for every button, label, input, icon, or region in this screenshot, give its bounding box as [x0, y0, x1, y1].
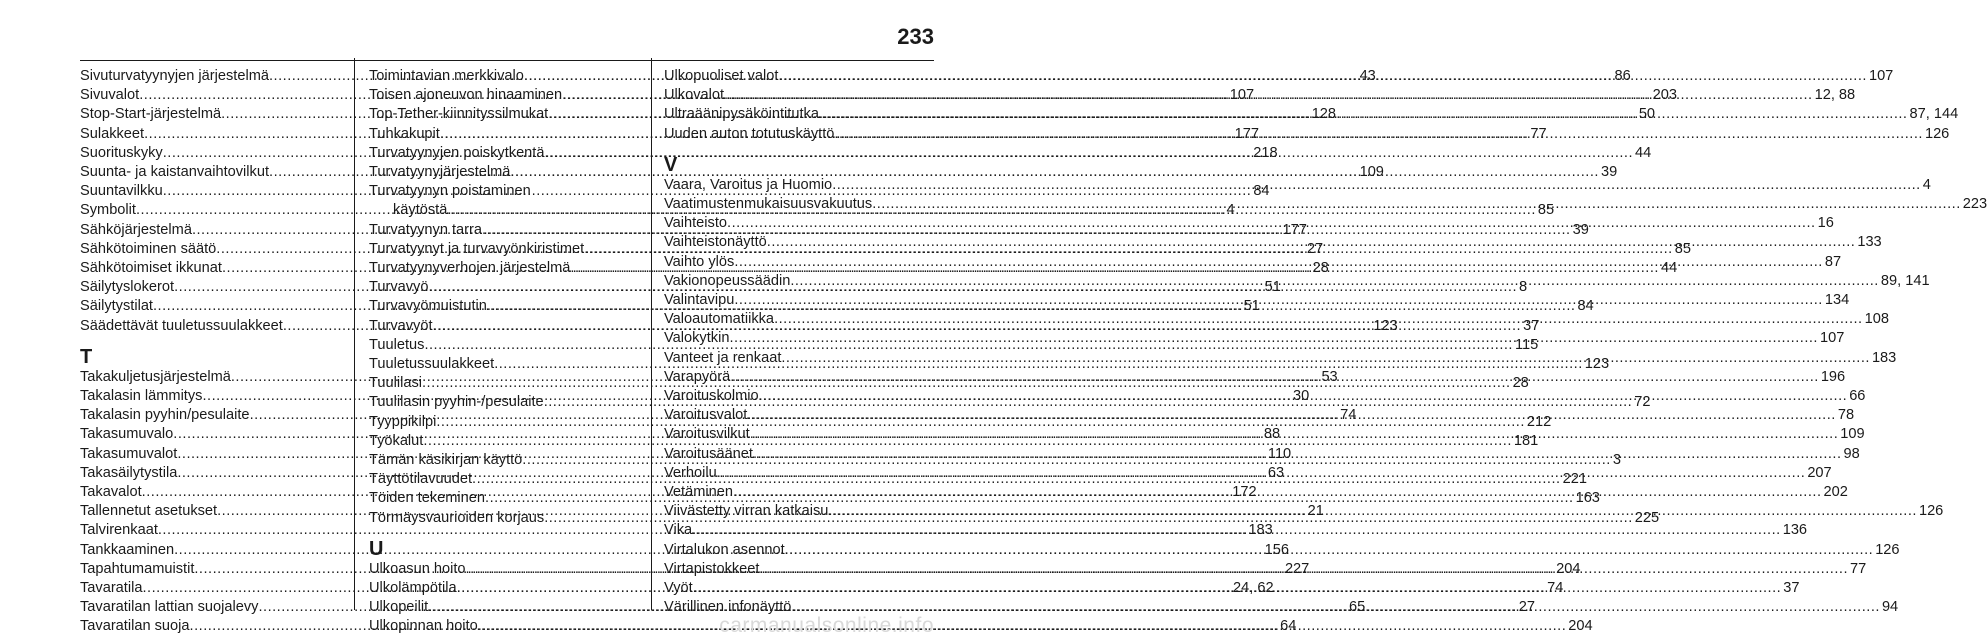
- index-term: Talvirenkaat: [80, 522, 158, 539]
- index-page-ref: 156: [1264, 541, 1290, 558]
- index-page-ref: 39: [1572, 221, 1589, 238]
- dot-leader: [692, 521, 1781, 540]
- index-term: Takavalot: [80, 484, 142, 501]
- index-page-ref: 177: [1282, 221, 1307, 238]
- index-term: Tuuletussuulakkeet: [369, 356, 495, 373]
- index-page-ref: 207: [1807, 464, 1832, 481]
- index-page-ref: 123: [1373, 317, 1398, 334]
- index-term: Stop-Start-järjestelmä: [80, 106, 222, 123]
- index-page-ref: 66: [1849, 388, 1866, 405]
- index-term: Takalasin lämmitys: [80, 388, 203, 405]
- index-page-ref: 72: [1634, 394, 1651, 411]
- index-term: Tavaratila: [80, 580, 143, 597]
- index-page-ref: 98: [1843, 445, 1860, 462]
- index-page-ref: 4: [1226, 202, 1235, 219]
- index-term: Varoitusvilkut: [664, 426, 750, 443]
- index-page-ref: 3: [1612, 452, 1621, 469]
- index-page-ref: 203: [1652, 87, 1678, 104]
- index-term: Top-Tether-kiinnityssilmukat: [369, 106, 549, 123]
- index-term: Turvatyynyjen poiskytkentä: [369, 144, 545, 161]
- index-term: Takasumuvalo: [80, 426, 174, 443]
- index-term: Vaatimustenmukaisuusvakuutus: [664, 196, 873, 213]
- index-term: Värillinen infonäyttö: [664, 599, 792, 616]
- index-term: Sähköjärjestelmä: [80, 221, 192, 238]
- index-term: Vaara, Varoitus ja Huomio: [664, 176, 833, 193]
- index-page-ref: 107: [1229, 87, 1255, 104]
- index-term: Ulkopinnan hoito: [369, 618, 478, 635]
- page-number: 233: [897, 24, 934, 49]
- index-page-ref: 109: [1359, 164, 1384, 181]
- section-letter: U: [369, 537, 384, 560]
- index-term: Valintavipu: [664, 292, 735, 309]
- index-page-ref: 78: [1837, 407, 1855, 424]
- index-term: Verhoilu: [664, 464, 717, 481]
- dot-leader: [729, 329, 1818, 348]
- index-term: Toimintavian merkkivalo: [369, 68, 524, 84]
- index-term: Valokytkin: [664, 330, 730, 347]
- index-term: Törmäysvaurioiden korjaus: [369, 509, 545, 526]
- index-page-ref: 196: [1820, 368, 1846, 385]
- index-term: Takakuljetusjärjestelmä: [80, 368, 231, 385]
- index-term: Tuulilasi: [369, 375, 422, 392]
- index-term: Valoautomatiikka: [664, 311, 775, 328]
- section-letter: T: [80, 345, 93, 368]
- index-page-ref: 65: [1349, 599, 1366, 616]
- dot-leader: [753, 445, 1842, 464]
- index-page-ref: 77: [1850, 560, 1867, 577]
- index-page-ref: 87, 144: [1909, 106, 1959, 123]
- index-term: Säilytystilat: [80, 298, 153, 315]
- index-page-ref: 27: [1306, 240, 1324, 257]
- index-page-ref: 94: [1881, 599, 1899, 616]
- index-term: Ulkopeilit: [369, 599, 429, 616]
- dot-leader: [730, 368, 1819, 387]
- index-term: Sulakkeet: [80, 125, 145, 142]
- index-page-ref: 51: [1243, 298, 1260, 315]
- dot-leader: [734, 291, 1823, 310]
- index-page-ref: 16: [1817, 215, 1834, 232]
- dot-leader: [727, 214, 1816, 233]
- dot-leader: [717, 464, 1806, 483]
- index-page-ref: 64: [1280, 618, 1297, 635]
- dot-leader: [828, 502, 1917, 521]
- index-term: Suuntavilkku: [80, 183, 163, 200]
- index-term: Ulkopuoliset valot: [664, 68, 779, 84]
- index-page-ref: 126: [1875, 541, 1900, 558]
- index-page-ref: 218: [1253, 144, 1278, 161]
- dot-leader: [781, 349, 1870, 368]
- index-term: Vanteet ja renkaat: [664, 349, 782, 366]
- index-page-ref: 109: [1840, 426, 1865, 443]
- index-term: Turvatyynyverhojen järjestelmä: [369, 260, 571, 277]
- index-page-ref: 108: [1864, 311, 1889, 328]
- index-term: Sähkötoiminen säätö: [80, 240, 217, 257]
- index-term: Tämän käsikirjan käyttö: [369, 452, 523, 469]
- index-term: Töiden tekeminen: [369, 490, 486, 507]
- index-term: Turvatyynyn tarra: [369, 221, 483, 238]
- index-page-ref: 86: [1614, 68, 1631, 84]
- index-page-ref: 177: [1234, 125, 1260, 142]
- dot-leader: [872, 195, 1961, 214]
- index-page-ref: 128: [1311, 106, 1337, 123]
- index-page-ref: 204: [1568, 618, 1593, 635]
- dot-leader: [734, 253, 1823, 272]
- dot-leader: [750, 425, 1839, 444]
- index-page-ref: 39: [1600, 164, 1618, 181]
- index-page-ref: 24, 62: [1233, 580, 1274, 597]
- column-divider: [651, 58, 652, 610]
- index-page-ref: 202: [1823, 484, 1848, 501]
- index-term: Säilytyslokerot: [80, 279, 175, 296]
- index-term: Varoituskolmio: [664, 388, 759, 405]
- index-term: Varoitusvalot: [664, 407, 748, 424]
- index-term: Vakionopeussäädin: [664, 272, 791, 289]
- index-page-ref: 87: [1824, 253, 1842, 270]
- dot-leader: [759, 560, 1848, 579]
- index-page-ref: 51: [1264, 279, 1281, 296]
- index-term: Tapahtumamuistit: [80, 560, 195, 577]
- index-page-ref: 84: [1577, 298, 1594, 315]
- index-page-ref: 225: [1634, 509, 1660, 526]
- index-page-ref: 44: [1660, 260, 1678, 277]
- index-term: Säädettävät tuuletussuulakkeet: [80, 317, 283, 334]
- index-term: Turvatyynyjärjestelmä: [369, 164, 511, 181]
- index-page-ref: 183: [1871, 349, 1897, 366]
- index-page-ref: 8: [1519, 279, 1528, 296]
- index-page-ref: 50: [1638, 106, 1656, 123]
- index-term: Sivuvalot: [80, 87, 140, 104]
- index-term: Suunta- ja kaistanvaihtovilkut: [80, 164, 270, 181]
- index-term: Sähkötoimiset ikkunat: [80, 260, 222, 277]
- index-term: Vetäminen: [664, 484, 733, 501]
- index-page-ref: 85: [1537, 202, 1555, 219]
- index-page-ref: 133: [1857, 234, 1882, 251]
- index-term: Varapyörä: [664, 368, 731, 385]
- column-divider: [354, 58, 355, 610]
- index-term: Vaihto ylös: [664, 253, 735, 270]
- index-page-ref: 12, 88: [1814, 87, 1856, 104]
- index-page-ref: 204: [1556, 560, 1581, 577]
- watermark: carmanualsonline.info: [719, 614, 934, 637]
- dot-leader: [767, 233, 1856, 252]
- index-term: Uuden auton totutuskäyttö: [664, 125, 835, 142]
- index-page-ref: 44: [1635, 144, 1652, 161]
- index-term: Viivästetty virran katkaisu: [664, 503, 829, 520]
- index-page-ref: 37: [1783, 580, 1800, 597]
- index-entry-heading: Turvatyynyn poistaminen: [369, 183, 531, 200]
- dot-leader: [819, 105, 1908, 124]
- index-page-ref: 223: [1962, 196, 1987, 213]
- index-term: Vika: [664, 522, 693, 539]
- index-term: Takasäilytystila: [80, 464, 178, 481]
- index-term: Toisen ajoneuvon hinaaminen: [369, 87, 563, 104]
- dot-leader: [693, 579, 1782, 598]
- index-page-ref: 115: [1515, 336, 1539, 353]
- index-term: Sivuturvatyynyjen järjestelmä: [80, 68, 269, 84]
- index-page-ref: 37: [1523, 317, 1540, 334]
- dot-leader: [774, 310, 1863, 329]
- index-term: Takalasin pyyhin/pesulaite: [80, 407, 250, 424]
- dot-leader: [733, 483, 1822, 502]
- dot-leader: [791, 598, 1880, 617]
- index-term: käytöstä: [393, 202, 448, 219]
- index-page-ref: 163: [1575, 490, 1600, 507]
- index-term: Virtapistokkeet: [664, 560, 760, 577]
- index-page-ref: 110: [1267, 445, 1292, 462]
- dot-leader: [724, 86, 1813, 105]
- index-term: Takasumuvalot: [80, 445, 178, 462]
- index-page-ref: 77: [1530, 125, 1547, 142]
- index-page-ref: 43: [1359, 68, 1376, 84]
- index-page-ref: 134: [1824, 292, 1850, 309]
- dot-leader: [478, 617, 1567, 636]
- index-page-ref: 30: [1293, 388, 1310, 405]
- index-page-ref: 85: [1674, 240, 1691, 257]
- index-page-ref: 181: [1513, 432, 1539, 449]
- index-page-ref: 221: [1562, 471, 1587, 488]
- index-term: Tavaratilan lattian suojalevy: [80, 599, 259, 616]
- dot-leader: [790, 272, 1879, 291]
- index-page-ref: 136: [1782, 522, 1808, 539]
- dot-leader: [834, 125, 1923, 144]
- index-term: Työkalut: [369, 432, 424, 449]
- index-term: Vaihteistonäyttö: [664, 234, 767, 251]
- index-page-ref: 63: [1267, 464, 1285, 481]
- index-page-ref: 227: [1284, 560, 1310, 577]
- index-page-ref: 4: [1922, 176, 1931, 193]
- index-term: Vyöt: [664, 580, 693, 597]
- index-term: Turvavyö: [369, 279, 429, 296]
- section-letter: V: [664, 153, 678, 176]
- index-page-ref: 27: [1518, 599, 1536, 616]
- index-term: Tavaratilan suoja: [80, 618, 190, 635]
- index-page-ref: 212: [1526, 413, 1552, 430]
- index-term: Suorituskyky: [80, 144, 163, 161]
- index-term: Ulkovalot: [664, 87, 725, 104]
- index-page-ref: 28: [1512, 375, 1529, 392]
- index-page-ref: 53: [1321, 368, 1338, 385]
- index-term: Tuuletus: [369, 336, 425, 353]
- index-term: Turvavyömuistutin: [369, 298, 487, 315]
- index-term: Tuulilasin pyyhin-/pesulaite: [369, 394, 544, 411]
- index-term: Varoitusäänet: [664, 445, 753, 462]
- index-term: Virtalukon asennot: [664, 541, 785, 558]
- index-term: Ultraäänipysäköintitutka: [664, 106, 819, 123]
- index-page-ref: 107: [1868, 68, 1894, 84]
- dot-leader: [759, 387, 1848, 406]
- index-term: Symbolit: [80, 202, 136, 219]
- header-rule: [80, 60, 934, 61]
- dot-leader: [832, 176, 1921, 195]
- index-term: Täyttötilavuudet: [369, 471, 473, 488]
- index-term: Tankkaaminen: [80, 541, 175, 558]
- index-page-ref: 107: [1820, 330, 1845, 347]
- index-term: Tallennetut asetukset: [80, 503, 218, 520]
- dot-leader: [747, 406, 1836, 425]
- index-page-ref: 126: [1924, 125, 1950, 142]
- index-term: Vaihteisto: [664, 215, 728, 232]
- index-page-ref: 123: [1584, 356, 1610, 373]
- index-term: Turvavyöt: [369, 317, 433, 334]
- dot-leader: [778, 67, 1867, 86]
- index-page-ref: 172: [1232, 484, 1257, 501]
- index-page-ref: 28: [1312, 260, 1329, 277]
- index-page-ref: 89, 141: [1880, 272, 1930, 289]
- index-term: Tuhkakupit: [369, 125, 440, 142]
- index-page-ref: 74: [1340, 407, 1357, 424]
- index-page-ref: 74: [1547, 580, 1564, 597]
- index-term: Turvatyynyt ja turvavyönkiristimet: [369, 240, 585, 257]
- index-page-ref: 21: [1307, 503, 1324, 520]
- index-term: Ulkolämpötila: [369, 580, 457, 597]
- index-page-ref: 183: [1248, 522, 1273, 539]
- index-page-ref: 126: [1918, 503, 1944, 520]
- index-page-ref: 88: [1263, 426, 1281, 443]
- index-term: Tyyppikilpi: [369, 413, 437, 430]
- dot-leader: [785, 541, 1874, 560]
- index-term: Ulkoasun hoito: [369, 560, 466, 577]
- index-page-ref: 84: [1253, 183, 1270, 200]
